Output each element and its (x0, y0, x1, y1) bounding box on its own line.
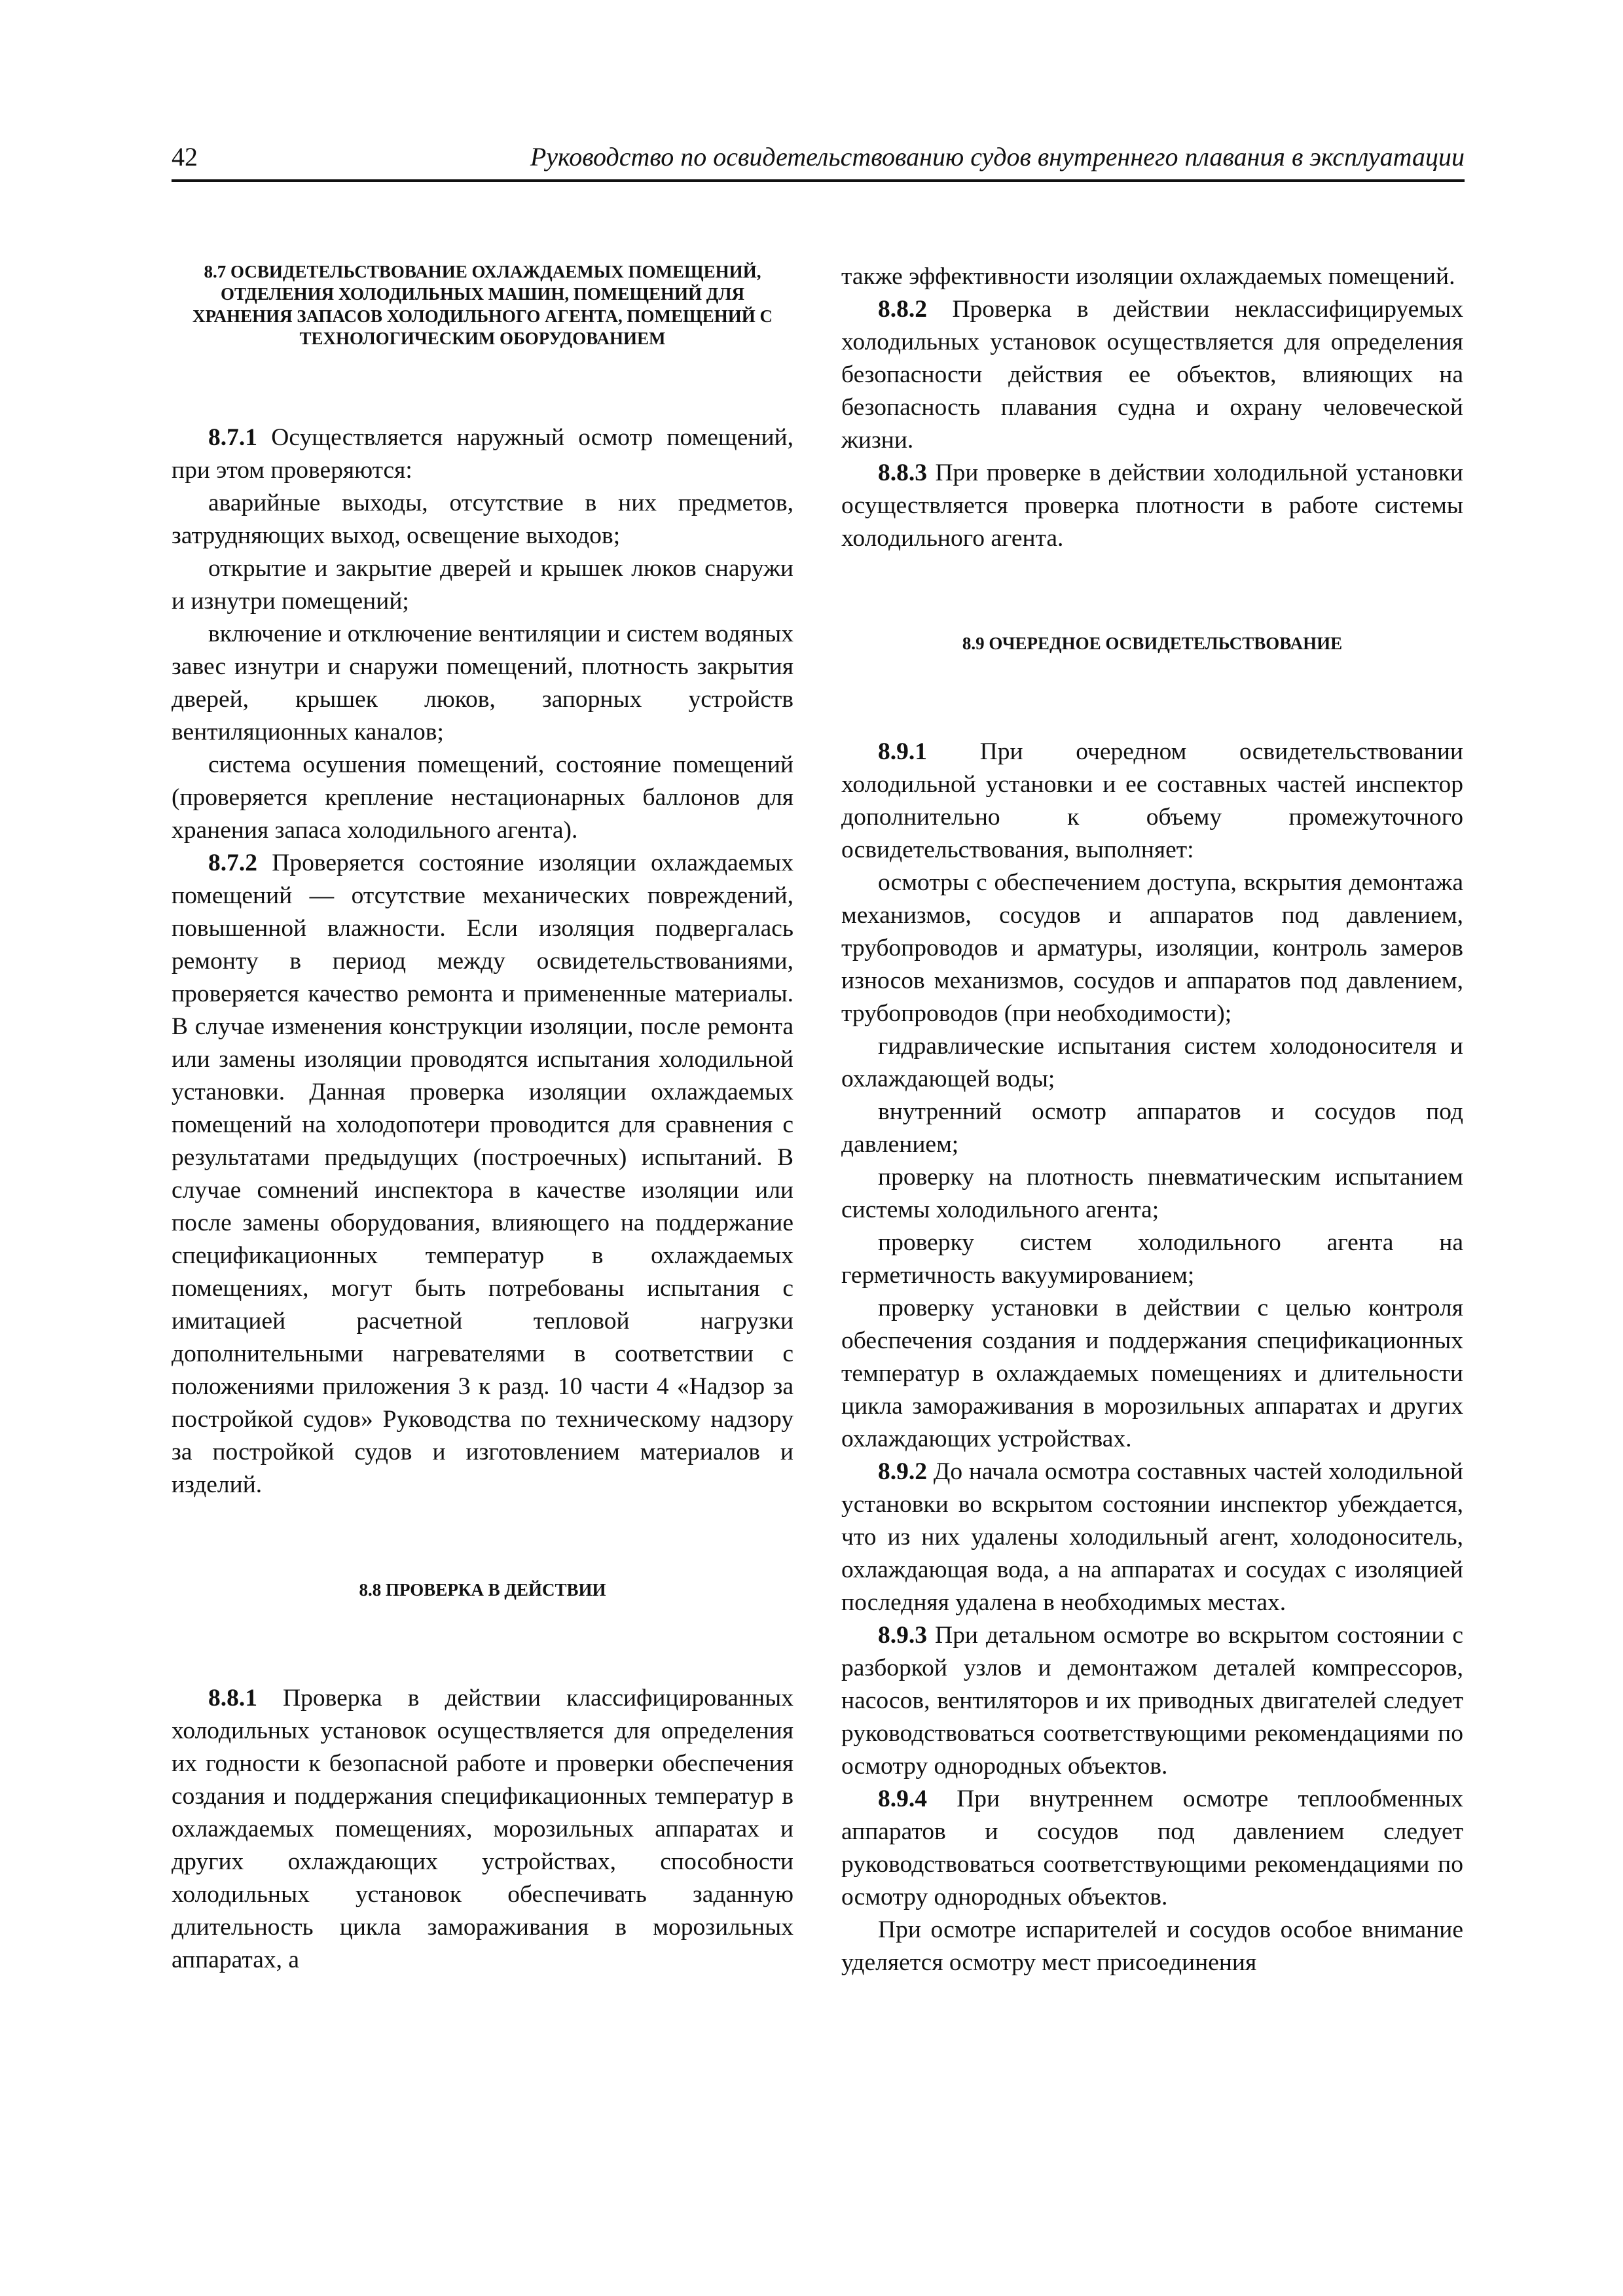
clause-number: 8.8.2 (878, 296, 927, 323)
section-heading-8-8: 8.8 ПРОВЕРКА В ДЕЙСТВИИ (359, 1580, 606, 1600)
paragraph-8-8-2 (841, 293, 1463, 457)
paragraph-8-7-1 (172, 422, 793, 487)
paragraph-8-9-3 (841, 1619, 1463, 1783)
paragraph-8-9-4 (841, 1783, 1463, 1914)
clause-text: Осуществляется наружный осмотр помещений, при этом проверяются: (172, 424, 793, 484)
paragraph-last: При осмотре испарителей и сосудов особое внимание уделяется осмотру мест присоединения (841, 1916, 1463, 1976)
paragraph-8-8-3 (841, 457, 1463, 555)
clause-number: 8.9.3 (878, 1622, 927, 1649)
clause-number: 8.7.2 (208, 850, 257, 876)
list-item: проверку систем холодильного агента на герметичность вакуумированием; (841, 1229, 1463, 1289)
clause-text: При очередном освидетельствовании холодильной установки и ее составных частей инспектор дополнительно к объему промежуточного освидетельствования, выполняет: (841, 738, 1463, 863)
clause-number: 8.7.1 (208, 424, 257, 451)
page-number: 42 (172, 142, 198, 171)
paragraph-continuation: также эффективности изоляции охлаждаемых помещений. (841, 263, 1455, 290)
page-header (172, 141, 1465, 182)
list-item: внутренний осмотр аппаратов и сосудов под давлением; (841, 1098, 1463, 1158)
list-item: осмотры с обеспечением доступа, вскрытия демонтажа механизмов, сосудов и аппаратов под давлением, трубопроводов и арматуры, изоляции, контроль замеров износов механизмов, сосудов и аппаратов под давлением, трубопроводов (при необходимости); (841, 869, 1463, 1027)
clause-number: 8.9.4 (878, 1785, 927, 1812)
clause-text: При детальном осмотре во вскрытом состоянии с разборкой узлов и демонтажом деталей компрессоров, насосов, вентиляторов и их приводных двигателей следует руководствоваться соответствующими рекомендациями по осмотру однородных объектов. (841, 1622, 1463, 1780)
list-item: гидравлические испытания систем холодоносителя и охлаждающей воды; (841, 1033, 1463, 1092)
right-column (841, 260, 1463, 1979)
list-item: система осушения помещений, состояние помещений (проверяется крепление нестационарных баллонов для хранения запаса холодильного агента). (172, 751, 793, 844)
list-item: проверку на плотность пневматическим испытанием системы холодильного агента; (841, 1164, 1463, 1223)
clause-number: 8.8.1 (208, 1685, 257, 1712)
list-item: открытие и закрытие дверей и крышек люков снаружи и изнутри помещений; (172, 555, 793, 615)
clause-number: 8.8.3 (878, 459, 927, 486)
list-item: включение и отключение вентиляции и систем водяных завес изнутри и снаружи помещений, плотность закрытия дверей, крышек люков, запорных устройств вентиляционных каналов; (172, 620, 793, 745)
clause-text: При внутреннем осмотре теплообменных аппаратов и сосудов под давлением следует руководствоваться соответствующими рекомендациями по осмотру однородных объектов. (841, 1785, 1463, 1910)
clause-text: До начала осмотра составных частей холодильной установки во вскрытом состоянии инспектор убеждается, что из них удалены холодильный агент, холодоноситель, охлаждающая вода, а на аппаратах и сосудах с изоляцией последняя удалена в необходимых местах. (841, 1458, 1463, 1616)
list-item: проверку установки в действии с целью контроля обеспечения создания и поддержания спецификационных температур в охлаждаемых помещениях и длительности цикла замораживания в морозильных аппаратах и других охлаждающих устройствах. (841, 1295, 1463, 1452)
paragraph-8-8-1 (172, 1682, 793, 1977)
clause-text: Проверка в действии классифицированных холодильных установок осуществляется для определения их годности к безопасной работе и проверки обеспечения создания и поддержания спецификационных температур в охлаждаемых помещениях, морозильных аппаратах и других охлаждающих устройствах, способности холодильных установок обеспечивать заданную длительность цикла замораживания в морозильных аппаратах, а (172, 1685, 793, 1973)
paragraph-8-9-1 (841, 736, 1463, 867)
list-item: аварийные выходы, отсутствие в них предметов, затрудняющих выход, освещение выходов; (172, 490, 793, 549)
paragraph-8-7-2 (172, 847, 793, 1501)
section-heading-8-9: 8.9 ОЧЕРЕДНОЕ ОСВИДЕТЕЛЬСТВОВАНИЕ (962, 634, 1343, 653)
running-title: Руководство по освидетельствованию судов внутреннего плавания в эксплуатации (530, 142, 1465, 171)
section-heading-8-7: 8.7 ОСВИДЕТЕЛЬСТВОВАНИЕ ОХЛАЖДАЕМЫХ ПОМЕЩЕНИЙ, ОТДЕЛЕНИЯ ХОЛОДИЛЬНЫХ МАШИН, ПОМЕЩЕНИЙ ДЛЯ ХРАНЕНИЯ ЗАПАСОВ ХОЛОДИЛЬНОГО АГЕНТА, ПОМЕЩЕНИЙ С ТЕХНОЛОГИЧЕСКИМ ОБОРУДОВАНИЕМ (192, 262, 773, 348)
clause-number: 8.9.2 (878, 1458, 927, 1485)
clause-number: 8.9.1 (878, 738, 927, 765)
clause-text: Проверка в действии неклассифицируемых холодильных установок осуществляется для определения безопасности действия ее объектов, влияющих на безопасность плавания судна и охрану человеческой жизни. (841, 296, 1463, 454)
clause-text: При проверке в действии холодильной установки осуществляется проверка плотности в работе системы холодильного агента. (841, 459, 1463, 552)
left-column (172, 260, 793, 1977)
paragraph-8-9-2 (841, 1456, 1463, 1619)
clause-text: Проверяется состояние изоляции охлаждаемых помещений — отсутствие механических повреждений, повышенной влажности. Если изоляция подвергалась ремонту в период между освидетельствованиями, проверяется качество ремонта и примененные материалы. В случае изменения конструкции изоляции, после ремонта или замены изоляции проводятся испытания холодильной установки. Данная проверка изоляции охлаждаемых помещений на холодопотери проводится для сравнения с результатами предыдущих (построечных) испытаний. В случае сомнений инспектора в качестве изоляции или после замены оборудования, влияющего на поддержание спецификационных температур в охлаждаемых помещениях, могут быть потребованы испытания с имитацией расчетной тепловой нагрузки дополнительными нагревателями в соответствии с положениями приложения 3 к разд. 10 части 4 «Надзор за постройкой судов» Руководства по техническому надзору за постройкой судов и изготовлением материалов и изделий. (172, 850, 793, 1498)
